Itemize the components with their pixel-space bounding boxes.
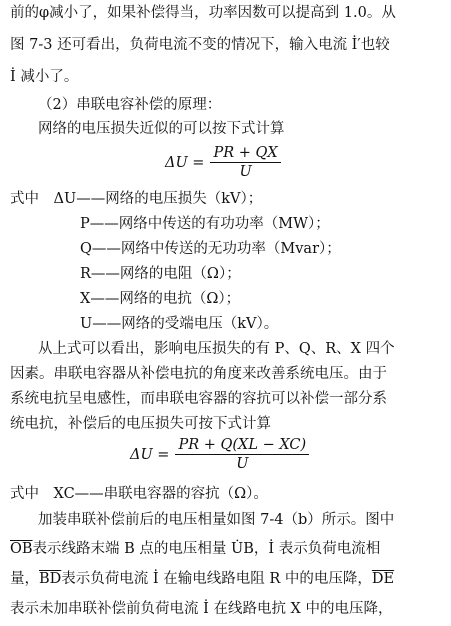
segment-label: $\overline{DE}$ [371, 571, 395, 587]
formula-numerator: PR + Q(XL − XC) [175, 436, 309, 455]
text-line: 前的φ减小了，如果补偿得当，功率因数可以提高到 1.0。从 [10, 5, 396, 21]
text-line: 图 7-3 还可看出，负荷电流不变的情况下，输入电流 İ′也较 [10, 37, 390, 53]
text-segment: 表示负荷电流 İ 在输电线路电阻 R 中的电压降， [61, 571, 372, 587]
segment-label: $\overline{OB}$ [10, 541, 33, 557]
formula-lhs: ΔU = [165, 154, 205, 171]
text-line: 统电抗，补偿后的电压损失可按下式计算 [10, 416, 271, 432]
text-line: 从上式可以看出，影响电压损失的有 P、Q、R、X 四个 [38, 341, 395, 357]
text-line [10, 570, 394, 588]
formula-numerator: PR + QX [210, 144, 280, 163]
formula-denominator: U [239, 164, 252, 180]
formula-fraction [175, 436, 309, 473]
definition-line: P——网络中传送的有功功率（MW）； [80, 216, 330, 232]
voltage-loss-formula [165, 144, 281, 181]
definition-line: X——网络的电抗（Ω）； [80, 291, 241, 307]
text-line: 加装串联补偿前后的电压相量如图 7-4（b）所示。图中 [38, 512, 395, 528]
compensated-voltage-loss-formula [130, 436, 309, 473]
segment-label: $\overline{BD}$ [39, 571, 62, 587]
formula-lhs: ΔU = [130, 446, 170, 463]
text-line: İ 减小了。 [10, 69, 79, 85]
definition-line: U——网络的受端电压（kV）。 [80, 316, 279, 332]
text-segment: 表示线路末端 B 点的电压相量 U̇B，İ 表示负荷电流相 [32, 541, 381, 557]
text-line: 因素。串联电容器从补偿电抗的角度来改善系统电压。由于 [10, 366, 387, 382]
definition-line: 式中 XC——串联电容器的容抗（Ω）。 [10, 486, 268, 502]
text-segment: 量， [10, 571, 39, 587]
formula-denominator: U [236, 456, 249, 472]
section-heading: （2）串联电容补偿的原理： [38, 97, 222, 113]
text-line [10, 540, 380, 558]
text-line: 系统电抗呈电感性，而串联电容器的容抗可以补偿一部分系 [10, 391, 387, 407]
formula-fraction [210, 144, 280, 181]
definition-line: 式中 ΔU——网络的电压损失（kV）； [10, 191, 263, 207]
text-line: 网络的电压损失近似的可以按下式计算 [38, 121, 285, 137]
definition-line: R——网络的电阻（Ω）； [80, 266, 241, 282]
definition-line: Q——网络中传送的无功功率（Mvar）； [80, 241, 341, 257]
text-line: 表示未加串联补偿前负荷电流 İ 在线路电抗 X 中的电压降， [10, 601, 393, 617]
